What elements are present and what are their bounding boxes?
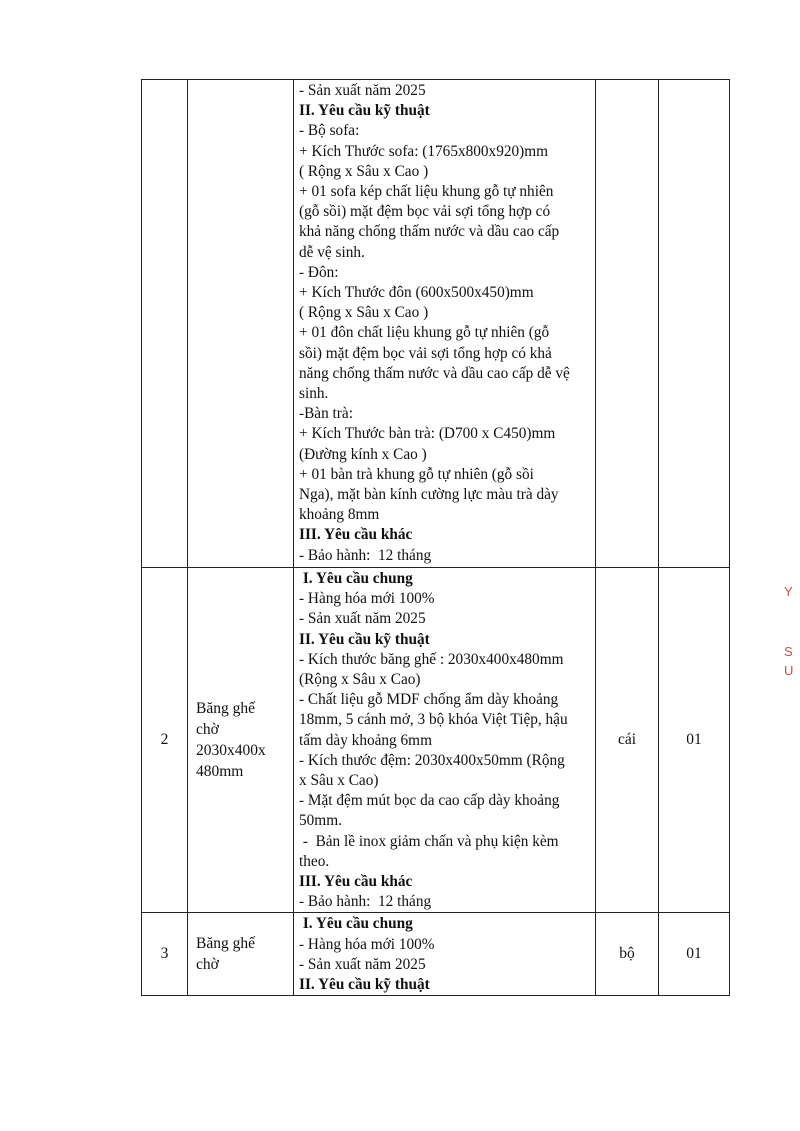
- spec-line: khả năng chống thấm nước và dầu cao cấp: [299, 223, 560, 241]
- spec-line: - Bảo hành: 12 tháng: [299, 893, 432, 911]
- stamp-mark-s: S: [784, 644, 793, 659]
- spec-line: + Kích Thước sofa: (1765x800x920)mm: [299, 142, 549, 160]
- spec-line: (gỗ sồi) mặt đệm bọc vải sợi tổng hợp có: [299, 203, 551, 221]
- item-name-line: Băng ghế: [196, 700, 255, 718]
- spec-line: - Hàng hóa mới 100%: [299, 935, 435, 953]
- item-name-cell: [188, 568, 294, 913]
- spec-line: - Đôn:: [299, 263, 339, 281]
- spec-heading: II. Yêu cầu kỹ thuật: [299, 630, 430, 648]
- specification-table: [141, 79, 730, 996]
- spec-line: năng chống thấm nước và dầu cao cấp dễ vệ: [299, 364, 570, 382]
- stamp-mark-y: Y: [784, 584, 793, 599]
- spec-heading: I. Yêu cầu chung: [299, 570, 413, 587]
- item-name-line: 2030x400x: [196, 742, 266, 760]
- spec-line: + 01 bàn trà khung gỗ tự nhiên (gỗ sồi: [299, 465, 534, 483]
- item-name-line: Băng ghế: [196, 935, 255, 953]
- spec-heading: I. Yêu cầu chung: [299, 915, 413, 933]
- spec-line: ( Rộng x Sâu x Cao ): [299, 162, 429, 180]
- spec-line: (Rộng x Sâu x Cao): [299, 671, 421, 689]
- spec-line: - Bản lề inox giảm chấn và phụ kiện kèm: [299, 832, 559, 850]
- quantity-cell: 01: [659, 568, 730, 913]
- unit-cell: cái: [596, 568, 659, 913]
- spec-heading: III. Yêu cầu khác: [299, 873, 413, 891]
- spec-line: - Kích thước đệm: 2030x400x50mm (Rộng: [299, 751, 565, 769]
- table-row: [142, 80, 730, 568]
- item-number-cell: 2: [142, 568, 188, 913]
- spec-line: + 01 sofa kép chất liệu khung gỗ tự nhiên: [299, 183, 554, 201]
- spec-line: - Hàng hóa mới 100%: [299, 590, 435, 608]
- spec-line: + Kích Thước bàn trà: (D700 x C450)mm: [299, 425, 556, 443]
- item-name-line: chờ: [196, 956, 219, 974]
- spec-line: -Bàn trà:: [299, 405, 353, 423]
- spec-line: - Kích thước băng ghế : 2030x400x480mm: [299, 650, 564, 668]
- spec-heading: III. Yêu cầu khác: [299, 526, 413, 544]
- item-name-line: chờ: [196, 721, 219, 739]
- item-spec-cell: [294, 568, 596, 913]
- spec-line: - Sản xuất năm 2025: [299, 610, 426, 628]
- quantity-cell: 01: [659, 913, 730, 996]
- spec-line: - Mặt đệm mút bọc da cao cấp dày khoảng: [299, 792, 560, 810]
- item-name-cell: [188, 913, 294, 996]
- spec-line: khoảng 8mm: [299, 506, 380, 524]
- spec-line: tấm dày khoảng 6mm: [299, 731, 432, 749]
- unit-cell: bộ: [596, 913, 659, 996]
- spec-line: - Sản xuất năm 2025: [299, 955, 426, 973]
- spec-heading: II. Yêu cầu kỹ thuật: [299, 976, 430, 994]
- unit-cell: [596, 80, 659, 568]
- table-row: [142, 568, 730, 913]
- spec-line: - Bộ sofa:: [299, 122, 360, 140]
- item-name-line: 480mm: [196, 763, 244, 781]
- spec-line: theo.: [299, 852, 330, 870]
- item-number-cell: [142, 80, 188, 568]
- spec-line: (Đường kính x Cao ): [299, 445, 427, 463]
- item-name-cell: [188, 80, 294, 568]
- stamp-mark-u: U: [784, 663, 794, 678]
- spec-line: - Sản xuất năm 2025: [299, 82, 426, 99]
- spec-line: Nga), mặt bàn kính cường lực màu trà dày: [299, 486, 559, 504]
- item-spec-cell: [294, 913, 596, 996]
- spec-line: ( Rộng x Sâu x Cao ): [299, 304, 429, 322]
- spec-line: sồi) mặt đệm bọc vải sợi tổng hợp có khả: [299, 344, 552, 362]
- item-spec-cell: [294, 80, 596, 568]
- quantity-cell: [659, 80, 730, 568]
- spec-line: + 01 đôn chất liệu khung gỗ tự nhiên (gỗ: [299, 324, 550, 342]
- spec-heading: II. Yêu cầu kỹ thuật: [299, 102, 430, 120]
- spec-line: 18mm, 5 cánh mở, 3 bộ khóa Việt Tiệp, hậu: [299, 711, 568, 729]
- spec-line: dễ vệ sinh.: [299, 243, 365, 261]
- spec-line: x Sâu x Cao): [299, 772, 379, 790]
- table-row: [142, 913, 730, 996]
- spec-line: sinh.: [299, 385, 329, 403]
- spec-line: + Kích Thước đôn (600x500x450)mm: [299, 284, 534, 302]
- spec-line: 50mm.: [299, 812, 342, 830]
- item-number-cell: 3: [142, 913, 188, 996]
- spec-line: - Bảo hành: 12 tháng: [299, 546, 432, 564]
- spec-line: - Chất liệu gỗ MDF chống ẩm dày khoảng: [299, 691, 559, 709]
